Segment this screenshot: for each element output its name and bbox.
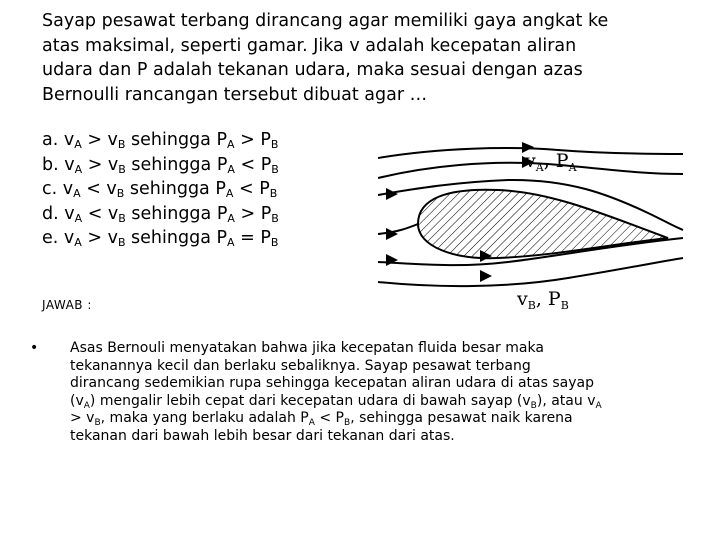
option-text: > P (234, 130, 271, 150)
option-text: a. v (42, 130, 75, 150)
answer-fragment: < P (314, 410, 344, 426)
option-text: > v (82, 154, 119, 175)
subscript: B (527, 299, 536, 312)
label-text: , P (535, 288, 561, 310)
answer-text (70, 340, 690, 445)
option-text: sehingga P (125, 228, 228, 249)
subscript: A (227, 162, 235, 176)
subscript: A (73, 187, 81, 201)
subscript: A (535, 161, 544, 174)
option-b (42, 153, 279, 178)
subscript: A (227, 211, 235, 225)
option-text: e. v (42, 228, 75, 249)
option-a (42, 128, 279, 153)
subscript: B (118, 162, 126, 176)
answer-line: tekanannya kecil dan berlaku sebaliknya. Sayap pesawat terbang (70, 357, 531, 374)
option-text: sehingga P (125, 154, 228, 175)
option-text: > P (234, 203, 272, 224)
option-text: > v (81, 130, 118, 150)
subscript: B (530, 400, 537, 411)
subscript: B (117, 138, 126, 151)
answer-fragment: , sehingga pesawat naik karena (350, 410, 573, 426)
option-text: sehingga P (124, 179, 226, 200)
label-text: , P (543, 150, 569, 172)
answer-fragment: , maka yang berlaku adalah P (100, 410, 309, 426)
question-line: Bernoulli rancangan tersebut dibuat agar … (42, 84, 428, 105)
option-text: sehingga P (125, 203, 228, 224)
answer-line (70, 410, 690, 428)
subscript: B (118, 211, 126, 225)
label-text: v (525, 150, 536, 172)
subscript: A (225, 187, 234, 201)
option-text: d. v (42, 203, 75, 224)
option-e (42, 226, 279, 251)
subscript: B (116, 187, 125, 201)
answer-line (70, 393, 690, 411)
subscript: A (227, 138, 235, 151)
subscript: B (269, 187, 278, 201)
question-line: atas maksimal, seperti gamar. Jika v adalah kecepatan aliran (42, 35, 577, 56)
subscript: A (595, 400, 602, 411)
label-text: v (517, 288, 528, 310)
option-text: < v (80, 179, 117, 200)
subscript: B (117, 236, 126, 250)
answer-line: tekanan dari bawah lebih besar dari tekanan dari atas. (70, 427, 455, 444)
subscript: A (74, 236, 82, 250)
option-text: > v (81, 228, 118, 249)
option-text: b. v (42, 154, 75, 175)
arrow-icon (386, 254, 398, 266)
question-text (42, 9, 702, 107)
bullet-icon: • (30, 340, 39, 356)
answer-fragment: ) mengalir lebih cepat dari kecepatan udara di bawah sayap (v (89, 392, 531, 409)
answer-fragment: (v (70, 392, 84, 409)
option-text: c. v (42, 179, 74, 200)
question-line: Sayap pesawat terbang dirancang agar memiliki gaya angkat ke (42, 11, 609, 31)
answer-line: Asas Bernouli menyatakan bahwa jika kecepatan fluida besar maka (70, 340, 544, 356)
answer-fragment: > v (70, 410, 95, 426)
subscript: B (271, 211, 279, 225)
subscript: A (74, 211, 83, 225)
subscript: A (83, 400, 90, 411)
jawab-label: JAWAB : (42, 298, 92, 312)
arrow-icon (386, 188, 398, 200)
subscript: B (560, 299, 569, 312)
question-line: udara dan P adalah tekanan udara, maka sesuai dengan azas (42, 60, 583, 81)
option-text: < v (82, 203, 119, 224)
streamline (378, 258, 683, 286)
arrow-icon (386, 228, 398, 240)
subscript: A (308, 418, 315, 428)
answer-line: dirancang sedemikian rupa sehingga kecepatan aliran udara di atas sayap (70, 375, 594, 391)
subscript: A (74, 162, 83, 176)
answer-options (42, 128, 279, 251)
option-text: = P (234, 228, 271, 249)
subscript: B (94, 418, 101, 428)
label-bottom-velocity-pressure (517, 288, 569, 310)
option-text: < P (234, 154, 272, 175)
subscript: B (270, 236, 279, 250)
streamline (378, 224, 418, 234)
subscript: B (271, 162, 279, 176)
airfoil-wing (418, 190, 668, 258)
option-d (42, 202, 279, 227)
subscript: A (568, 161, 577, 174)
option-c (42, 177, 279, 202)
subscript: B (270, 138, 279, 151)
option-text: < P (233, 179, 270, 200)
answer-fragment: ), atau v (536, 392, 596, 409)
arrow-icon (480, 270, 492, 282)
option-text: sehingga P (125, 130, 228, 150)
label-top-velocity-pressure (525, 150, 577, 172)
subscript: A (227, 236, 235, 250)
subscript: A (74, 138, 82, 151)
subscript: B (344, 418, 351, 428)
